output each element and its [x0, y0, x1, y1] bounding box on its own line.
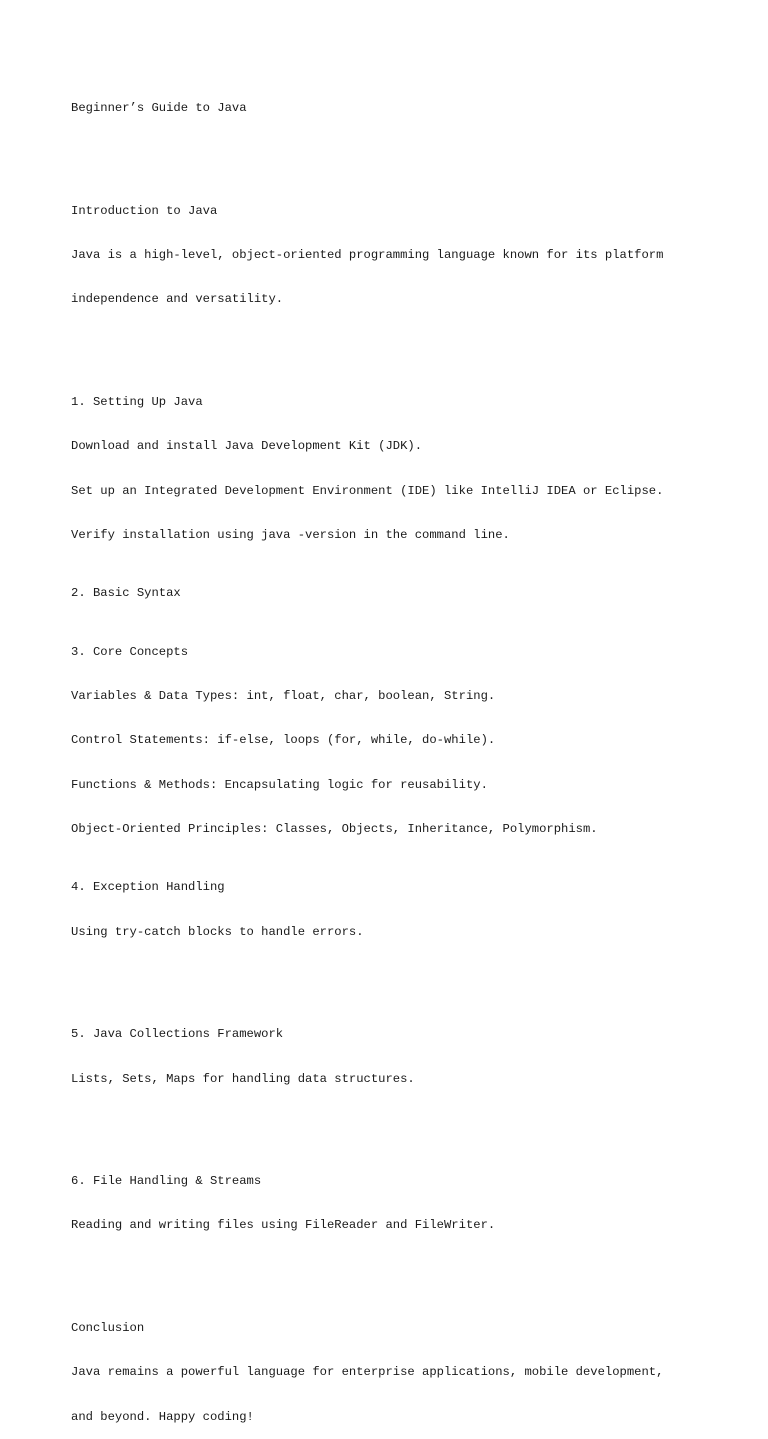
section-line: Object-Oriented Principles: Classes, Objects, Inheritance, Polymorphism.	[71, 821, 598, 836]
section-line: Variables & Data Types: int, float, char, boolean, String.	[71, 689, 496, 704]
spacer	[71, 337, 761, 352]
section-heading-setup: 1. Setting Up Java	[71, 395, 203, 410]
conclusion-line: and beyond. Happy coding!	[71, 1409, 254, 1424]
document-title: Beginner’s Guide to Java	[71, 101, 247, 116]
conclusion-line: Java remains a powerful language for enterprise applications, mobile development,	[71, 1365, 664, 1380]
section-heading-collections: 5. Java Collections Framework	[71, 1027, 284, 1042]
conclusion-heading: Conclusion	[71, 1321, 145, 1336]
intro-line: Java is a high-level, object-oriented programming language known for its platform	[71, 248, 664, 263]
section-line: Lists, Sets, Maps for handling data structures.	[71, 1071, 415, 1086]
spacer	[71, 969, 761, 984]
section-heading-syntax: 2. Basic Syntax	[71, 586, 181, 601]
section-line: Control Statements: if-else, loops (for, while, do-while).	[71, 733, 496, 748]
spacer	[71, 1116, 761, 1131]
section-heading-core-concepts: 3. Core Concepts	[71, 645, 189, 660]
section-line: Using try-catch blocks to handle errors.	[71, 924, 364, 939]
section-line: Download and install Java Development Kit (JDK).	[71, 439, 423, 454]
section-line: Functions & Methods: Encapsulating logic for reusability.	[71, 777, 488, 792]
intro-heading: Introduction to Java	[71, 204, 218, 219]
intro-line: independence and versatility.	[71, 292, 284, 307]
section-line: Set up an Integrated Development Environment (IDE) like IntelliJ IDEA or Eclipse.	[71, 483, 664, 498]
section-heading-exceptions: 4. Exception Handling	[71, 880, 225, 895]
spacer	[71, 1263, 761, 1278]
section-heading-file-handling: 6. File Handling & Streams	[71, 1174, 262, 1189]
section-line: Verify installation using java -version in the command line.	[71, 527, 510, 542]
document-page	[71, 72, 761, 1439]
section-line: Reading and writing files using FileReader and FileWriter.	[71, 1218, 496, 1233]
spacer	[71, 146, 761, 161]
